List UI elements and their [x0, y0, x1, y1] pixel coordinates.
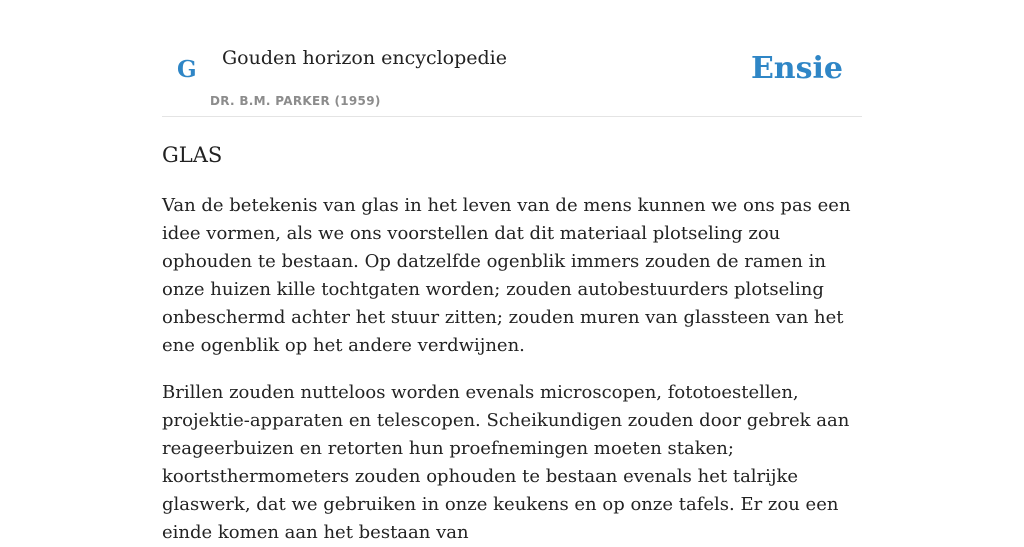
book-author: DR. B.M. PARKER (1959) — [210, 94, 381, 108]
article-paragraph: Brillen zouden nutteloos worden evenals microscopen, fototoestellen, projektie-apparaten en telescopen. Scheikundigen zouden door gebrek aan reageerbuizen en retorten hun proefnemingen moeten staken; koortsthermometers zouden ophouden te bestaan evenals het talrijke glaswerk, dat we gebruiken in onze keukens en op onze tafels. Er zou een einde komen aan het bestaan van — [162, 382, 850, 543]
article-title: GLAS — [162, 143, 223, 167]
book-title[interactable]: Gouden horizon encyclopedie — [222, 47, 507, 69]
site-logo[interactable]: Ensie — [750, 51, 843, 86]
header — [162, 0, 862, 117]
book-logo[interactable]: G — [177, 56, 197, 83]
article — [162, 138, 862, 547]
article-paragraph: Van de betekenis van glas in het leven van de mens kunnen we ons pas een idee vormen, als we ons voorstellen dat dit materiaal plotseling zou ophouden te bestaan. Op datzelfde ogenblik immers zouden de ramen in onze huizen kille tochtgaten worden; zouden autobestuurders plotseling onbeschermd achter het stuur zitten; zouden muren van glassteen van het ene ogenblik op het andere verdwijnen. — [162, 195, 851, 356]
